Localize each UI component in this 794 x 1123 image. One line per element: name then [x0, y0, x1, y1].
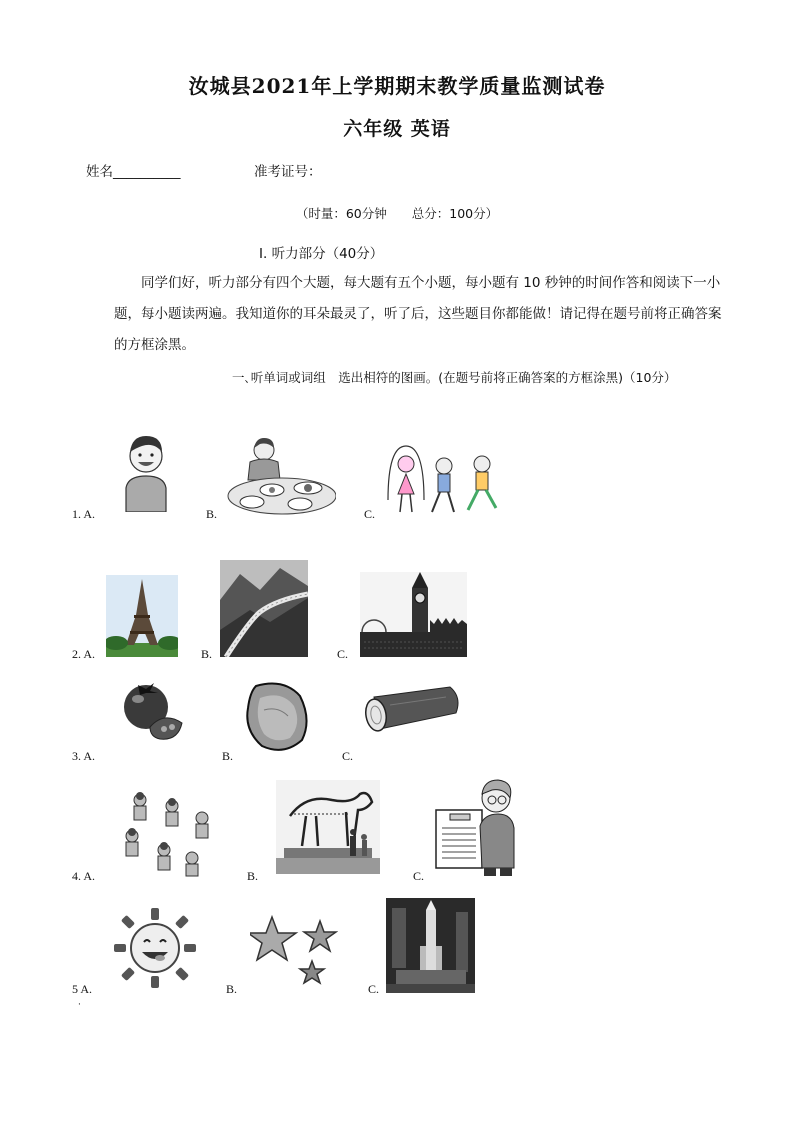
q4-option-c-label: C. [413, 869, 425, 883]
q4-option-b-label: B. [247, 869, 259, 883]
stars-icon [250, 915, 338, 987]
exam-subtitle: 六年级 英语 [343, 118, 451, 140]
big-ben-icon [360, 572, 467, 657]
kids-jumping-rope-icon [384, 444, 502, 516]
q2-option-a-label: 2. A. [72, 647, 96, 661]
log-icon [360, 685, 462, 741]
kids-playing-icon [110, 786, 220, 880]
q3-option-b-label: B. [222, 749, 234, 763]
name-field-label: 姓名__________ [86, 164, 181, 180]
q3-option-c-label: C. [342, 749, 354, 763]
boy-eating-icon [222, 436, 336, 516]
q5-option-b-label: B. [226, 982, 238, 996]
smiling-boy-icon [118, 430, 174, 512]
great-wall-icon [220, 560, 308, 657]
boy-with-report-icon [432, 776, 518, 880]
exam-title: 汝城县2021年上学期期末教学质量监测试卷 [188, 74, 606, 98]
q5-option-c-label: C. [368, 982, 380, 996]
listening-intro: 同学们好，听力部分有四个大题，每大题有五个小题，每小题有 10 秒钟的时间作答和阅读下一小题，每小题读两遍。我知道你的耳朵最灵了，听了后，这些题目你都能做！请记得在题号前将正确答案的方框涂黑。 [114, 275, 722, 353]
time-info: （时量：60分钟 总分：100分） [295, 206, 499, 221]
q1-option-a-label: 1. A. [72, 507, 96, 521]
q5-option-a-label: 5 A. [72, 982, 93, 996]
q1-option-b-label: B. [206, 507, 218, 521]
part-one-instruction: 一､听单词或词组 选出相符的图画。(在题号前将正确答案的方框涂黑)（10分） [232, 370, 677, 385]
tomato-icon [120, 677, 186, 743]
q3-option-a-label: 3. A. [72, 749, 96, 763]
sun-icon [114, 908, 196, 988]
exam-id-label: 准考证号： [254, 164, 322, 180]
q2-option-c-label: C. [337, 647, 349, 661]
rocket-launch-icon [386, 898, 475, 993]
q4-option-a-label: 4. A. [72, 869, 96, 883]
rock-icon [244, 680, 310, 754]
section-heading: I. 听力部分（40分） [259, 246, 384, 262]
dinosaur-museum-icon [276, 780, 380, 874]
q1-option-c-label: C. [364, 507, 376, 521]
q2-option-b-label: B. [201, 647, 213, 661]
eiffel-tower-icon [106, 575, 178, 657]
stray-mark: · [78, 1000, 81, 1010]
